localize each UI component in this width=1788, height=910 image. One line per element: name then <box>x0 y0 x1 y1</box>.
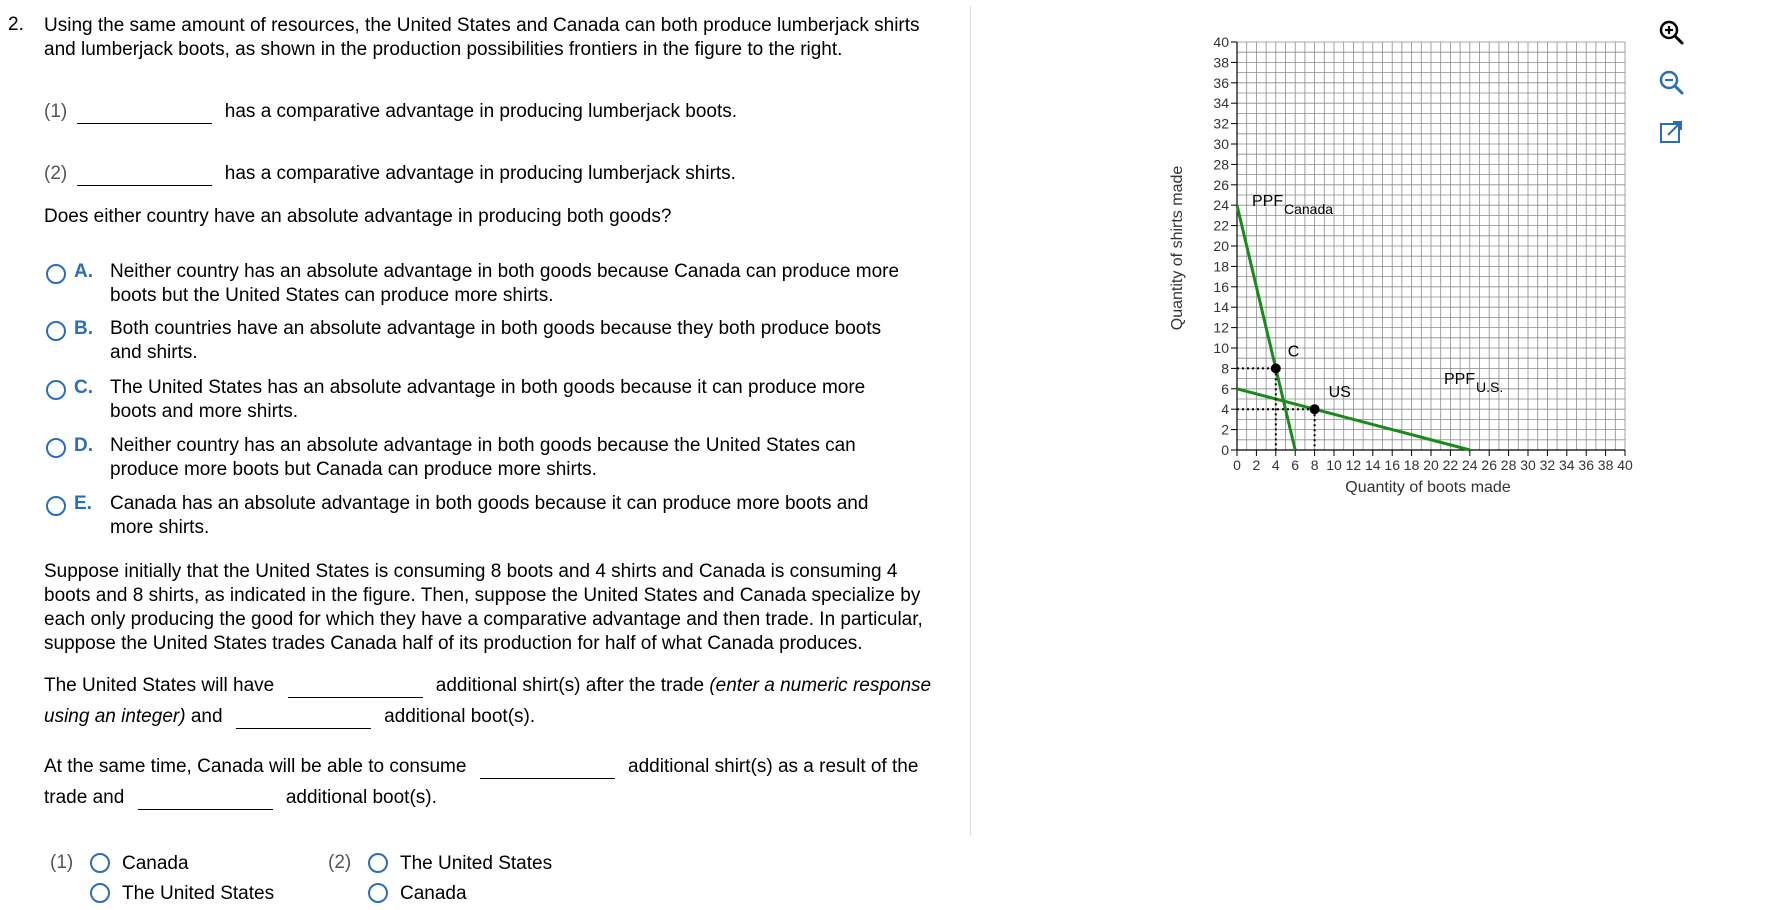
answer1-option-us[interactable] <box>90 882 274 906</box>
option-e-text <box>110 492 930 540</box>
answer1-option-canada[interactable] <box>90 852 189 876</box>
intro-line-1: Using the same amount of resources, the United States and Canada can both produce lumberjack shirts <box>44 15 920 36</box>
radio-option-d[interactable] <box>46 438 66 458</box>
x-tick-label: 38 <box>1597 457 1614 473</box>
y-tick-label: 26 <box>1213 176 1229 193</box>
radio-option-c[interactable] <box>46 380 66 400</box>
suppose-line-2: boots and 8 shirts, as indicated in the figure. Then, suppose the United States and Canada specialize by <box>44 585 921 606</box>
y-tick-label: 8 <box>1221 360 1229 377</box>
option-a-letter: A. <box>74 261 93 282</box>
enter-numeric-text-1: (enter a numeric response <box>709 675 932 696</box>
answer2-option-us[interactable] <box>368 852 552 876</box>
option-d-line-1: Neither country has an absolute advantage in both goods because the United States can <box>110 435 856 456</box>
option-b-line-2: and shirts. <box>110 342 198 363</box>
option-e-line-1: Canada has an absolute advantage in both goods because it can produce more boots and <box>110 493 869 514</box>
x-tick-label: 10 <box>1326 457 1342 473</box>
panel-divider <box>970 6 971 836</box>
y-tick-label: 38 <box>1213 54 1229 71</box>
option-c-letter: C. <box>74 377 93 398</box>
option-c-text <box>110 376 930 424</box>
additional-boots-text: additional boot(s). <box>384 706 536 727</box>
radio-option-a[interactable] <box>46 264 66 284</box>
enter-numeric-text-2: using an integer) <box>44 706 186 727</box>
answer2-option-us-label: The United States <box>400 853 553 874</box>
zoom-out-icon[interactable] <box>1657 68 1685 96</box>
blank2-row <box>44 162 736 186</box>
point-label-us: US <box>1328 384 1351 402</box>
canada-shirts-input[interactable] <box>480 760 615 779</box>
x-tick-label: 24 <box>1462 457 1478 473</box>
canada-boots-input[interactable] <box>138 791 273 810</box>
suppose-line-3: each only producing the good for which they have a comparative advantage and then trade. In particular, <box>44 609 923 630</box>
y-tick-label: 40 <box>1213 34 1229 50</box>
option-b-line-1: Both countries have an absolute advantage in both goods because they both produce boots <box>110 318 882 339</box>
answer2-option-canada-label: Canada <box>400 883 467 904</box>
us-ppf-label: PPF <box>1444 371 1476 388</box>
us-trade-row-2 <box>44 705 535 729</box>
option-b-text <box>110 317 930 365</box>
canada-ppf-sub: Canada <box>1284 201 1334 217</box>
additional-shirts-result-text: additional shirt(s) as a result of the <box>628 756 919 777</box>
blank1-text: has a comparative advantage in producing lumberjack boots. <box>224 101 738 122</box>
answer1-label: (1) <box>50 852 74 873</box>
popout-icon[interactable] <box>1657 118 1685 146</box>
y-tick-label: 4 <box>1221 401 1229 418</box>
answer2-radio-canada[interactable] <box>368 883 388 903</box>
y-tick-label: 20 <box>1213 238 1229 254</box>
y-tick-label: 34 <box>1213 95 1229 112</box>
us-will-have-text: The United States will have <box>44 675 275 696</box>
consumption-point-canada <box>1271 363 1281 373</box>
question-intro <box>44 14 920 62</box>
blank2-text: has a comparative advantage in producing lumberjack shirts. <box>224 163 736 184</box>
x-tick-label: 0 <box>1233 457 1241 473</box>
intro-line-2: and lumberjack boots, as shown in the production possibilities frontiers in the figure to the right. <box>44 39 843 60</box>
grid <box>1237 42 1625 450</box>
answer2-option-canada[interactable] <box>368 882 467 906</box>
option-d-line-2: produce more boots but Canada can produce more shirts. <box>110 459 597 480</box>
option-c-line-1: The United States has an absolute advantage in both goods because it can produce more <box>110 377 866 398</box>
question-number: 2. <box>8 14 24 35</box>
option-c-line-2: boots and more shirts. <box>110 401 298 422</box>
option-a-line-2: boots but the United States can produce more shirts. <box>110 285 554 306</box>
blank1-row <box>44 100 737 124</box>
x-tick-label: 18 <box>1403 457 1420 473</box>
y-tick-label: 18 <box>1213 258 1229 275</box>
answer1-radio-us[interactable] <box>90 883 110 903</box>
y-tick-label: 2 <box>1221 421 1229 438</box>
point-label-canada: C <box>1287 343 1300 361</box>
x-tick-label: 8 <box>1310 457 1319 473</box>
x-tick-label: 34 <box>1559 457 1575 473</box>
option-d-letter: D. <box>74 435 93 456</box>
x-tick-label: 22 <box>1442 457 1459 473</box>
absolute-question: Does either country have an absolute advantage in producing both goods? <box>44 206 672 227</box>
us-trade-row-1 <box>44 674 931 698</box>
y-tick-label: 6 <box>1221 380 1229 397</box>
x-tick-label: 30 <box>1520 457 1536 473</box>
x-axis-label: Quantity of boots made <box>1345 479 1511 496</box>
canada-ppf-label: PPF <box>1252 193 1284 210</box>
canada-trade-row-2 <box>44 786 437 810</box>
x-tick-label: 14 <box>1365 457 1381 473</box>
ppf-chart <box>1160 20 1660 510</box>
answer1-option-us-label: The United States <box>122 883 275 904</box>
suppose-line-1: Suppose initially that the United States is consuming 8 boots and 4 shirts and Canada is consuming 4 <box>44 561 898 582</box>
blank2-label: (2) <box>44 163 68 184</box>
x-tick-label: 2 <box>1252 457 1261 473</box>
consumption-point-us <box>1310 404 1320 414</box>
answer1-radio-canada[interactable] <box>90 853 110 873</box>
suppose-line-4: suppose the United States trades Canada half of its production for half of what Canada produces. <box>44 633 863 654</box>
option-d-text <box>110 434 930 482</box>
blank1-dropdown[interactable] <box>77 105 212 124</box>
option-a-text <box>110 260 930 308</box>
y-tick-label: 16 <box>1213 278 1229 295</box>
x-tick-label: 6 <box>1291 457 1300 473</box>
us-ppf-sub: U.S. <box>1476 379 1504 395</box>
additional-boots2-text: additional boot(s). <box>285 787 437 808</box>
y-tick-label: 30 <box>1213 136 1229 152</box>
radio-option-b[interactable] <box>46 321 66 341</box>
y-tick-label: 28 <box>1213 156 1229 173</box>
y-tick-label: 24 <box>1213 197 1229 214</box>
answer1-option-canada-label: Canada <box>122 853 189 874</box>
x-tick-label: 12 <box>1345 457 1362 473</box>
x-tick-label: 32 <box>1539 457 1556 473</box>
zoom-in-icon[interactable] <box>1657 18 1685 46</box>
x-tick-label: 28 <box>1500 457 1517 473</box>
y-tick-label: 12 <box>1213 319 1229 336</box>
y-axis-label: Quantity of shirts made <box>1169 165 1186 331</box>
x-tick-label: 26 <box>1481 457 1497 473</box>
y-tick-label: 14 <box>1213 299 1229 316</box>
answer2-label: (2) <box>328 852 352 873</box>
y-tick-label: 36 <box>1213 74 1229 91</box>
us-shirts-input[interactable] <box>288 679 423 698</box>
y-tick-label: 0 <box>1221 442 1229 458</box>
option-e-letter: E. <box>74 493 92 514</box>
canada-consume-text: At the same time, Canada will be able to consume <box>44 756 467 777</box>
x-tick-label: 40 <box>1617 457 1633 473</box>
axes <box>1213 34 1633 473</box>
blank1-label: (1) <box>44 101 68 122</box>
y-tick-label: 10 <box>1213 340 1229 356</box>
x-tick-label: 16 <box>1384 457 1400 473</box>
us-boots-input[interactable] <box>236 710 371 729</box>
option-e-line-2: more shirts. <box>110 517 210 538</box>
y-tick-label: 22 <box>1213 217 1229 234</box>
and-text: and <box>190 706 223 727</box>
canada-trade-row-1 <box>44 755 918 779</box>
option-a-line-1: Neither country has an absolute advantage in both goods because Canada can produce more <box>110 261 900 282</box>
blank2-dropdown[interactable] <box>77 167 212 186</box>
y-tick-label: 32 <box>1213 115 1229 132</box>
trade-and-text: trade and <box>44 787 125 808</box>
x-tick-label: 20 <box>1423 457 1439 473</box>
x-tick-label: 36 <box>1578 457 1594 473</box>
additional-shirts-text: additional shirt(s) after the trade <box>435 675 705 696</box>
answer2-radio-us[interactable] <box>368 853 388 873</box>
radio-option-e[interactable] <box>46 496 66 516</box>
suppose-paragraph <box>44 560 923 656</box>
option-b-letter: B. <box>74 318 93 339</box>
x-tick-label: 4 <box>1271 457 1280 473</box>
